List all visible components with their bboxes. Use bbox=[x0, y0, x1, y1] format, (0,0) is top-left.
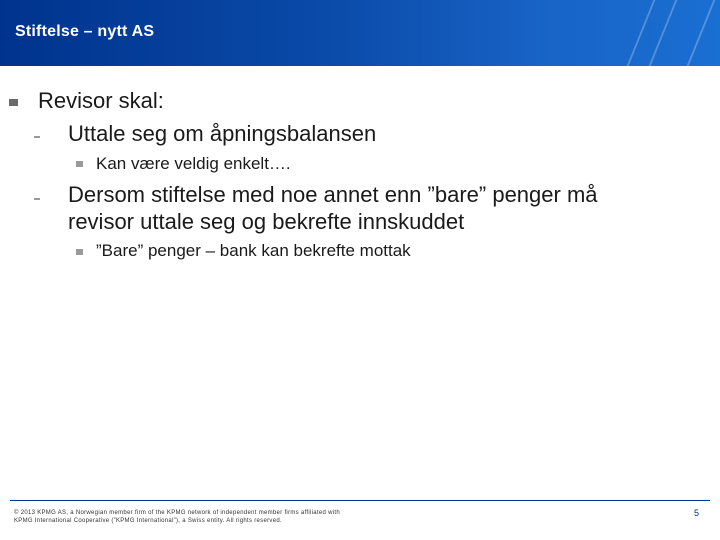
decorative-stripe bbox=[687, 0, 716, 66]
bullet-level3-text: Kan være veldig enkelt…. bbox=[96, 154, 291, 173]
bullet-level2-text: Dersom stiftelse med noe annet enn ”bare” penger må bbox=[68, 182, 598, 207]
bullet-level1-text: Revisor skal: bbox=[38, 88, 164, 113]
title-bar bbox=[0, 0, 720, 66]
page-number: 5 bbox=[694, 508, 700, 518]
footer-divider bbox=[10, 500, 710, 501]
bullet-level2-text: revisor uttale seg og bekrefte innskuddet bbox=[68, 209, 465, 234]
bullet-level3-text: ”Bare” penger – bank kan bekrefte mottak bbox=[96, 241, 411, 260]
copyright-line: © 2013 KPMG AS, a Norwegian member firm of the KPMG network of independent member firms affiliated with bbox=[14, 510, 341, 516]
slide-title: Stiftelse – nytt AS bbox=[15, 23, 155, 40]
bullet-square-icon bbox=[76, 161, 83, 167]
bullet-dash-icon bbox=[34, 136, 40, 138]
bullet-square-icon bbox=[9, 99, 18, 106]
bullet-square-icon bbox=[76, 249, 83, 255]
decorative-stripe bbox=[649, 0, 678, 66]
bullet-level2-text: Uttale seg om åpningsbalansen bbox=[68, 121, 377, 146]
bullet-dash-icon bbox=[34, 198, 40, 200]
copyright-line: KPMG International Cooperative (”KPMG International”), a Swiss entity. All rights reserved. bbox=[14, 518, 282, 524]
decorative-stripe bbox=[627, 0, 656, 66]
copyright-notice bbox=[14, 509, 474, 525]
